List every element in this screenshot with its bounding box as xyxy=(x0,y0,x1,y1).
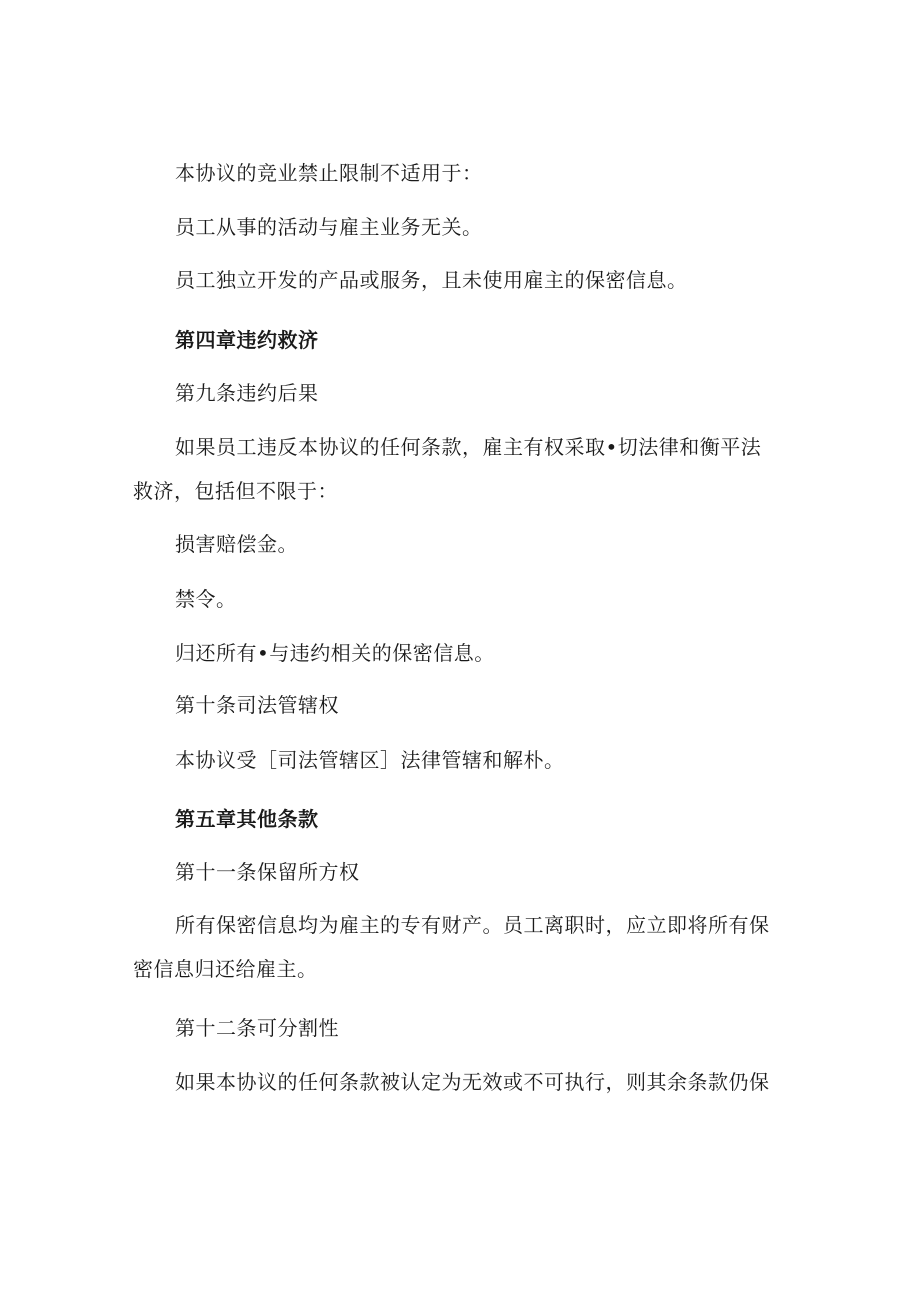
chapter-heading-4: 第四章违约救济 xyxy=(175,328,319,352)
paragraph-jurisdiction: 本协议受［司法管辖区］法律管辖和解朴。 xyxy=(175,748,565,772)
article-heading-10: 第十条司法管辖权 xyxy=(175,693,339,717)
paragraph-ownership-line2: 密信息归还给雇主。 xyxy=(133,957,318,981)
article-heading-9: 第九条违约后果 xyxy=(175,381,319,405)
list-item-unrelated-activity: 员工从事的活动与雇主业务无关。 xyxy=(175,215,483,239)
list-item-return-info: 归还所有•与违约相关的保密信息。 xyxy=(175,641,495,665)
list-item-damages: 损害赔偿金。 xyxy=(175,532,298,556)
article-heading-12: 第十二条可分割性 xyxy=(175,1016,339,1040)
paragraph-severability-line1: 如果本协议的任何条款被认定为无效或不可执行，则其余条款仍保 xyxy=(175,1070,770,1094)
paragraph-breach-remedies-line2: 救济，包括但不限于： xyxy=(133,479,338,503)
paragraph-noncompete-exceptions-intro: 本协议的竞业禁止限制不适用于： xyxy=(175,161,483,185)
list-item-injunction: 禁令。 xyxy=(175,587,237,611)
paragraph-breach-remedies-line1: 如果员工违反本协议的任何条款，雇主有权采取•切法律和衡平法 xyxy=(175,435,762,459)
article-heading-11: 第十一条保留所方权 xyxy=(175,860,360,884)
list-item-independent-products: 员工独立开发的产品或服务，且未使用雇主的保密信息。 xyxy=(175,268,688,292)
chapter-heading-5: 第五章其他条款 xyxy=(175,807,319,831)
paragraph-ownership-line1: 所有保密信息均为雇主的专有财产。员工离职时，应立即将所有保 xyxy=(175,913,770,937)
